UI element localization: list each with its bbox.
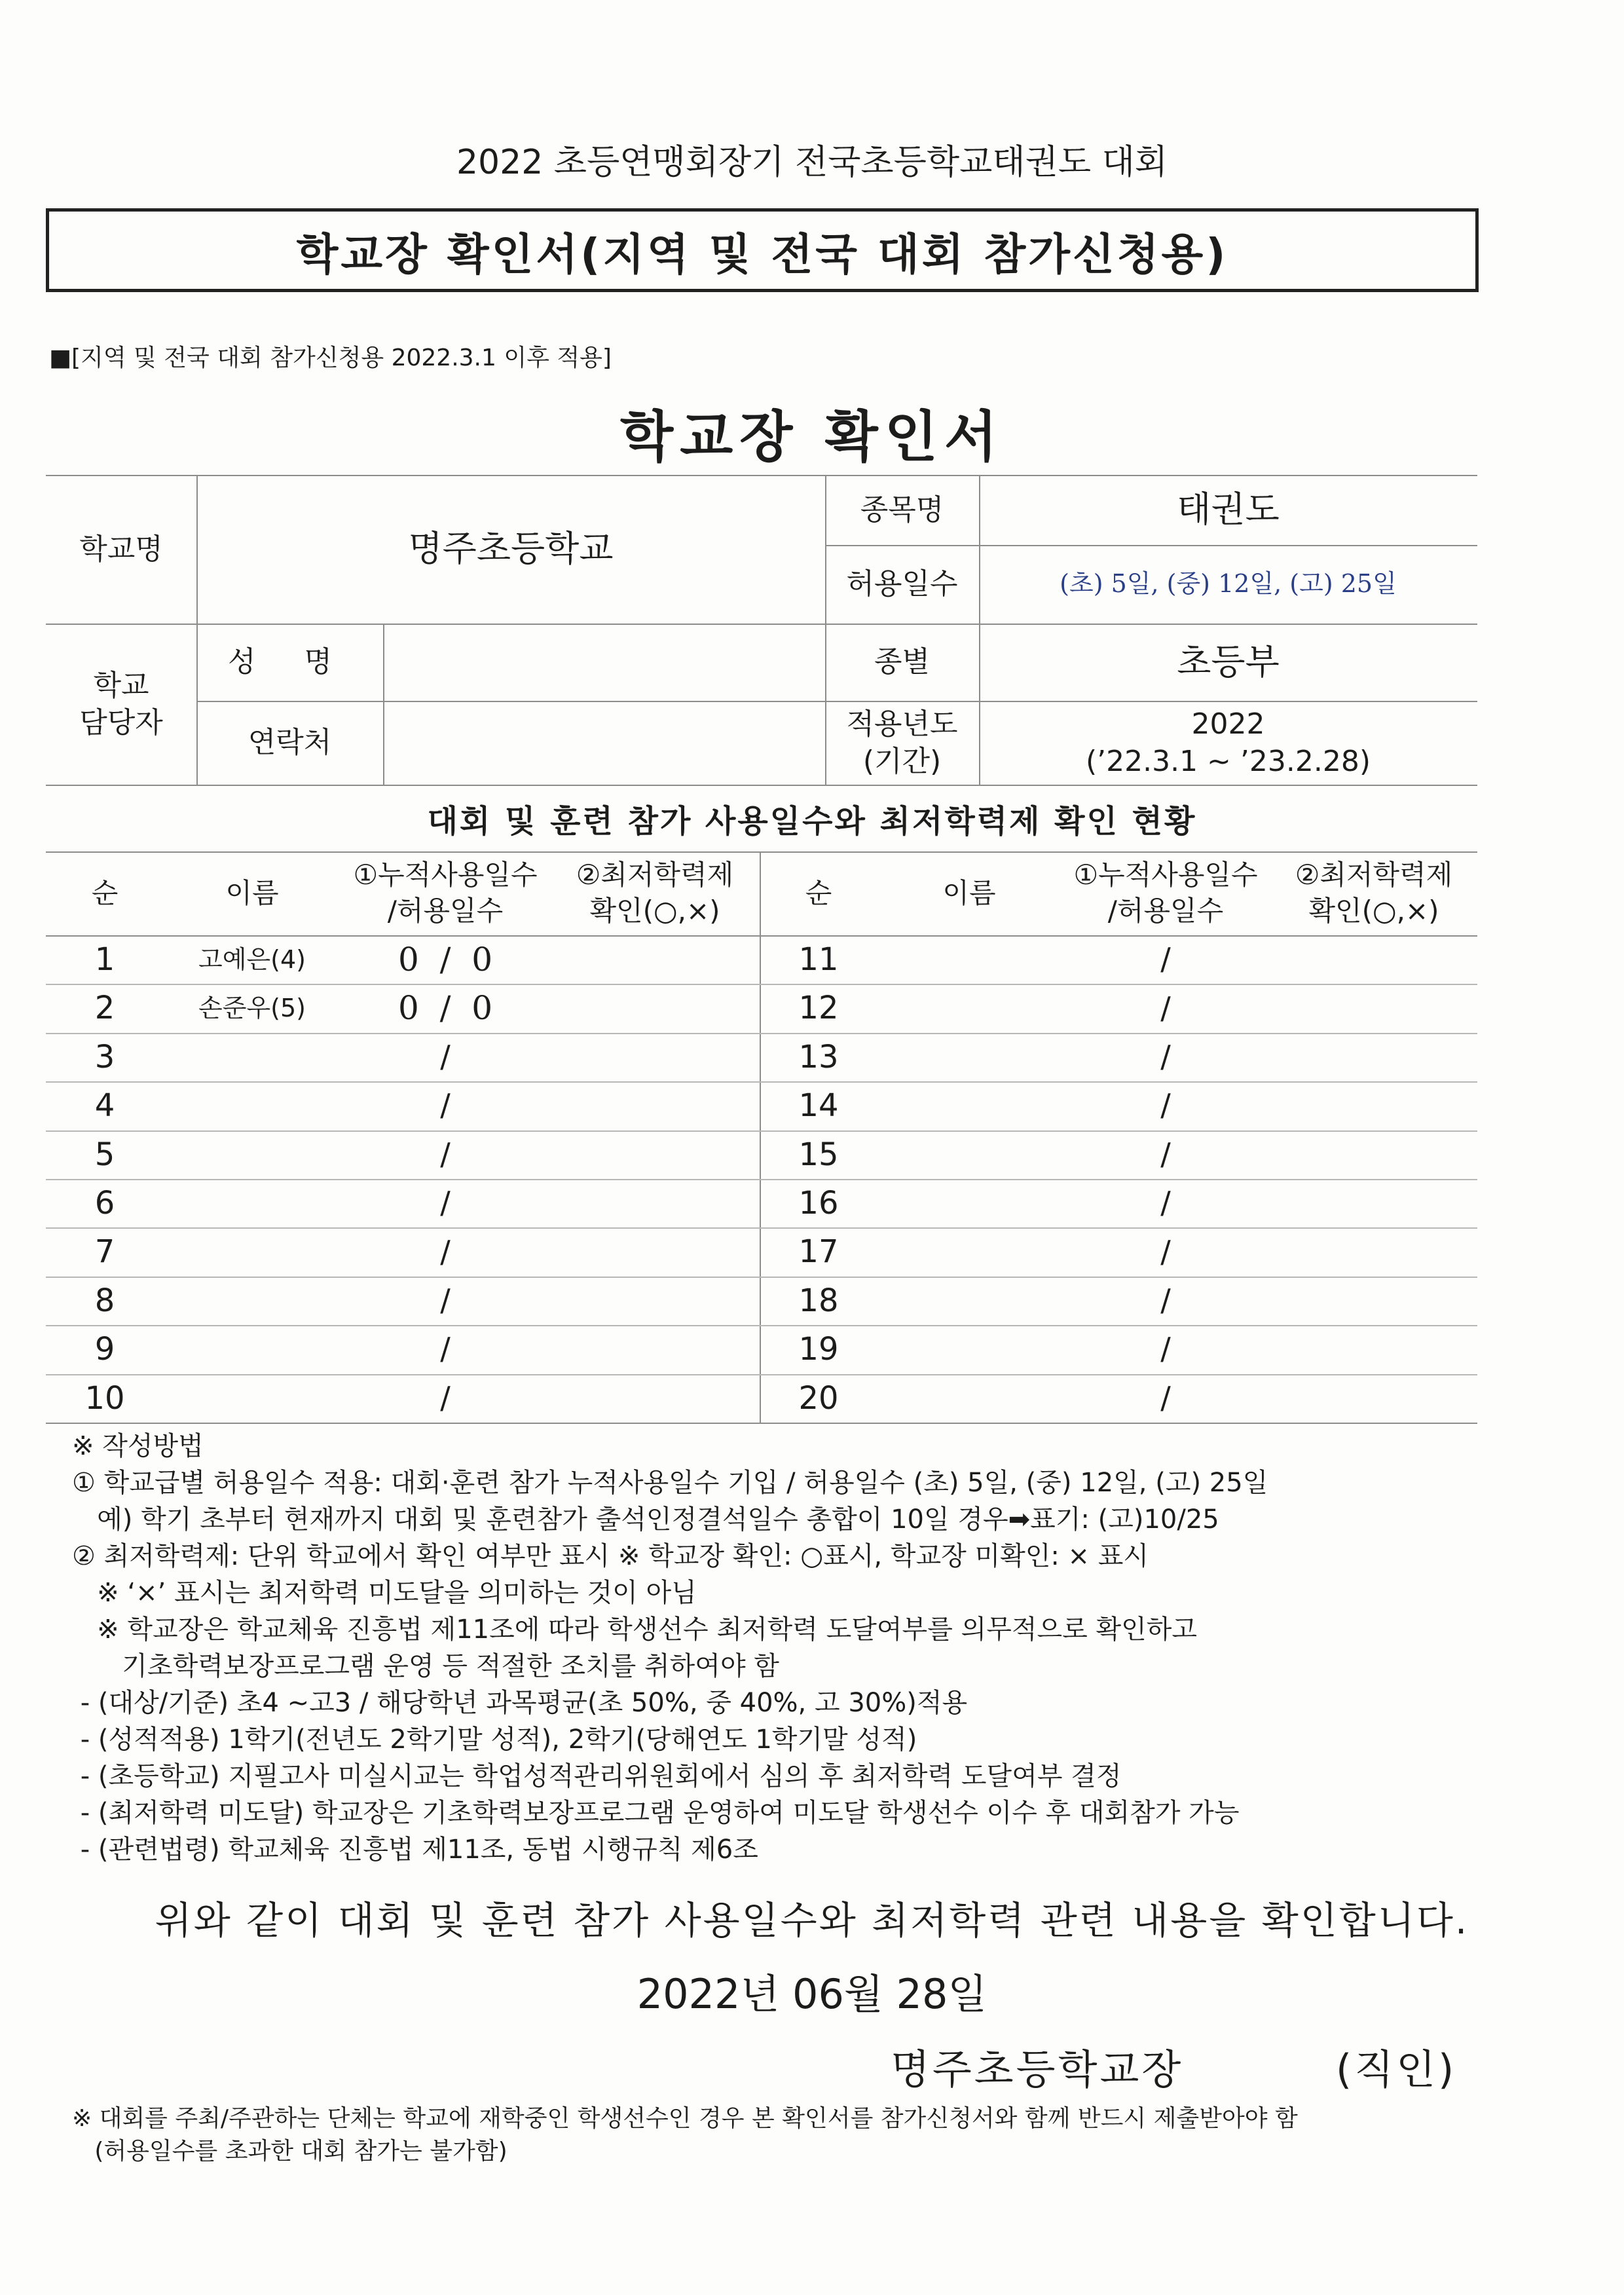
divider	[46, 785, 1477, 786]
instruction-line: 예) 학기 초부터 현재까지 대회 및 훈련참가 출석인정결석일수 총합이 10일 경우➡표기: (고)10/25	[72, 1504, 1219, 1535]
student-name	[877, 1179, 1061, 1227]
row-number: 3	[94, 1038, 115, 1075]
student-name	[164, 1227, 341, 1276]
confirmation-statement: 위와 같이 대회 및 훈련 참가 사용일수와 최저학력 관련 내용을 확인합니다.	[155, 1898, 1469, 1943]
document-title: 학교장 확인서	[619, 405, 1005, 469]
issue-date: 2022년 06월 28일	[637, 1970, 987, 2018]
col-header-check: ②최저학력제 확인(○,×)	[576, 859, 734, 927]
student-name: 고예은(4)	[198, 944, 306, 974]
row-number: 19	[798, 1331, 839, 1368]
student-name	[164, 1081, 341, 1130]
student-name	[164, 1130, 341, 1179]
minimum-grade-check	[1270, 1277, 1477, 1325]
minimum-grade-check	[1270, 984, 1477, 1032]
row-number: 8	[94, 1282, 115, 1319]
used-allowed-days: /	[440, 1136, 451, 1172]
minimum-grade-check	[1270, 1179, 1477, 1227]
used-allowed-days: /	[440, 1233, 451, 1269]
row-number: 9	[94, 1331, 115, 1368]
used-allowed-days: /	[1160, 1039, 1171, 1075]
minimum-grade-check	[1270, 1325, 1477, 1373]
minimum-grade-check	[550, 1374, 760, 1423]
divider	[46, 1423, 1477, 1424]
writing-instructions	[72, 1428, 1486, 1868]
instruction-line: ※ ‘×’ 표시는 최저학력 미도달을 의미하는 것이 아님	[72, 1578, 697, 1608]
student-name	[877, 1277, 1061, 1325]
used-allowed-days: /	[440, 1087, 451, 1123]
row-number: 5	[94, 1136, 115, 1173]
student-name	[164, 1033, 341, 1081]
used-allowed-days: /	[1160, 1185, 1171, 1221]
instruction-line: - (관련법령) 학교체육 진흥법 제11조, 동법 시행규칙 제6조	[72, 1835, 758, 1865]
minimum-grade-check	[550, 935, 760, 984]
used-allowed-days: 0 / 0	[397, 989, 493, 1028]
row-number: 20	[798, 1379, 839, 1417]
used-allowed-days: /	[440, 1039, 451, 1075]
instruction-line: ※ 작성방법	[72, 1431, 204, 1461]
sport-value: 태권도	[1177, 489, 1280, 531]
manager-contact-label: 연락처	[248, 726, 332, 760]
year-label: 적용년도 (기간)	[846, 707, 958, 778]
student-name	[164, 1374, 341, 1423]
student-name	[877, 1130, 1061, 1179]
row-number: 12	[798, 990, 839, 1027]
allowed-days-label: 허용일수	[846, 567, 958, 601]
manager-contact-value	[383, 701, 825, 785]
student-name	[164, 1325, 341, 1373]
row-number: 2	[94, 990, 115, 1027]
row-number: 17	[798, 1233, 839, 1271]
student-name	[877, 984, 1061, 1032]
footnote-line: ※ 대회를 주최/주관하는 단체는 학교에 재학중인 학생선수인 경우 본 확인서를 참가신청서와 함께 반드시 제출받아야 함	[72, 2105, 1298, 2132]
instruction-line: ① 학교급별 허용일수 적용: 대회·훈련 참가 누적사용일수 기입 / 허용일수 (초) 5일, (중) 12일, (고) 25일	[72, 1468, 1268, 1498]
instruction-line: - (대상/기준) 초4 ~고3 / 해당학년 과목평균(초 50%, 중 40%, 고 30%)적용	[72, 1688, 968, 1718]
year-value: 2022 (’22.3.1 ~ ’23.2.28)	[1085, 707, 1371, 778]
header-title-box: 학교장 확인서(지역 및 전국 대회 참가신청용)	[46, 208, 1479, 292]
used-allowed-days: /	[440, 1282, 451, 1318]
minimum-grade-check	[550, 1081, 760, 1130]
student-name	[164, 1277, 341, 1325]
apply-note: ■[지역 및 전국 대회 참가신청용 2022.3.1 이후 적용]	[49, 345, 612, 371]
col-header-days: ①누적사용일수 /허용일수	[1073, 859, 1258, 927]
col-header-name: 이름	[225, 876, 279, 909]
row-number: 18	[798, 1282, 839, 1319]
row-number: 1	[94, 941, 115, 978]
used-allowed-days: /	[440, 1331, 451, 1367]
used-allowed-days: /	[1160, 1087, 1171, 1123]
student-name	[877, 1081, 1061, 1130]
minimum-grade-check	[1270, 1033, 1477, 1081]
minimum-grade-check	[1270, 1374, 1477, 1423]
sport-label: 종목명	[860, 493, 944, 527]
col-header-check: ②최저학력제 확인(○,×)	[1295, 859, 1453, 927]
student-name	[877, 1227, 1061, 1276]
student-name	[877, 1325, 1061, 1373]
division-value: 초등부	[1177, 641, 1280, 682]
footnote	[72, 2102, 1486, 2168]
instruction-line: ※ 학교장은 학교체육 진흥법 제11조에 따라 학생선수 최저학력 도달여부를 의무적으로 확인하고	[72, 1614, 1198, 1645]
row-number: 14	[798, 1087, 839, 1125]
instruction-line: 기초학력보장프로그램 운영 등 적절한 조치를 취하여야 함	[72, 1651, 779, 1681]
school-name-value: 명주초등학교	[408, 528, 614, 570]
row-number: 10	[84, 1379, 125, 1417]
used-allowed-days: /	[440, 1185, 451, 1221]
event-title: 2022 초등연맹회장기 전국초등학교태권도 대회	[456, 143, 1168, 182]
manager-label: 학교 담당자	[79, 668, 163, 739]
minimum-grade-check	[550, 1033, 760, 1081]
allowed-days-value: (초) 5일, (중) 12일, (고) 25일	[1060, 569, 1397, 599]
student-name: 손준우(5)	[198, 993, 306, 1022]
division-label: 종별	[874, 645, 930, 679]
used-allowed-days: 0 / 0	[397, 940, 493, 979]
used-allowed-days: /	[1160, 941, 1171, 977]
student-name	[877, 935, 1061, 984]
minimum-grade-check	[550, 984, 760, 1032]
student-name	[164, 1179, 341, 1227]
col-header-days: ①누적사용일수 /허용일수	[353, 859, 538, 927]
used-allowed-days: /	[1160, 990, 1171, 1026]
row-number: 13	[798, 1038, 839, 1075]
used-allowed-days: /	[1160, 1379, 1171, 1415]
instruction-line: - (최저학력 미도달) 학교장은 기초학력보장프로그램 운영하여 미도달 학생선수 이수 후 대회참가 가능	[72, 1798, 1240, 1828]
row-number: 16	[798, 1185, 839, 1222]
row-number: 11	[798, 941, 839, 978]
row-number: 7	[94, 1233, 115, 1271]
col-header-name: 이름	[942, 876, 996, 909]
official-seal-label: (직인)	[1336, 2045, 1457, 2093]
used-allowed-days: /	[1160, 1233, 1171, 1269]
used-allowed-days: /	[1160, 1136, 1171, 1172]
row-number: 15	[798, 1136, 839, 1173]
minimum-grade-check	[550, 1130, 760, 1179]
minimum-grade-check	[550, 1325, 760, 1373]
footnote-line: (허용일수를 초과한 대회 참가는 불가함)	[72, 2138, 507, 2165]
student-name	[877, 1374, 1061, 1423]
minimum-grade-check	[550, 1277, 760, 1325]
instruction-line: - (성적적용) 1학기(전년도 2학기말 성적), 2학기(당해연도 1학기말 성적)	[72, 1725, 917, 1755]
student-name	[877, 1033, 1061, 1081]
used-allowed-days: /	[440, 1379, 451, 1415]
col-header-no: 순	[91, 876, 119, 909]
minimum-grade-check	[1270, 1081, 1477, 1130]
minimum-grade-check	[550, 1179, 760, 1227]
manager-name-value	[383, 624, 825, 701]
instruction-line: ② 최저학력제: 단위 학교에서 확인 여부만 표시 ※ 학교장 확인: ○표시, 학교장 미확인: × 표시	[72, 1541, 1149, 1571]
row-number: 6	[94, 1185, 115, 1222]
status-table-title: 대회 및 훈련 참가 사용일수와 최저학력제 확인 현황	[427, 803, 1197, 840]
school-name-label: 학교명	[79, 532, 163, 566]
row-number: 4	[94, 1087, 115, 1125]
used-allowed-days: /	[1160, 1282, 1171, 1318]
principal-name: 명주초등학교장	[891, 2045, 1184, 2093]
instruction-line: - (초등학교) 지필고사 미실시교는 학업성적관리위원회에서 심의 후 최저학력 도달여부 결정	[72, 1761, 1122, 1791]
used-allowed-days: /	[1160, 1331, 1171, 1367]
minimum-grade-check	[1270, 935, 1477, 984]
col-header-no: 순	[805, 876, 832, 909]
minimum-grade-check	[1270, 1227, 1477, 1276]
manager-name-label: 성 명	[228, 645, 352, 679]
minimum-grade-check	[1270, 1130, 1477, 1179]
minimum-grade-check	[550, 1227, 760, 1276]
